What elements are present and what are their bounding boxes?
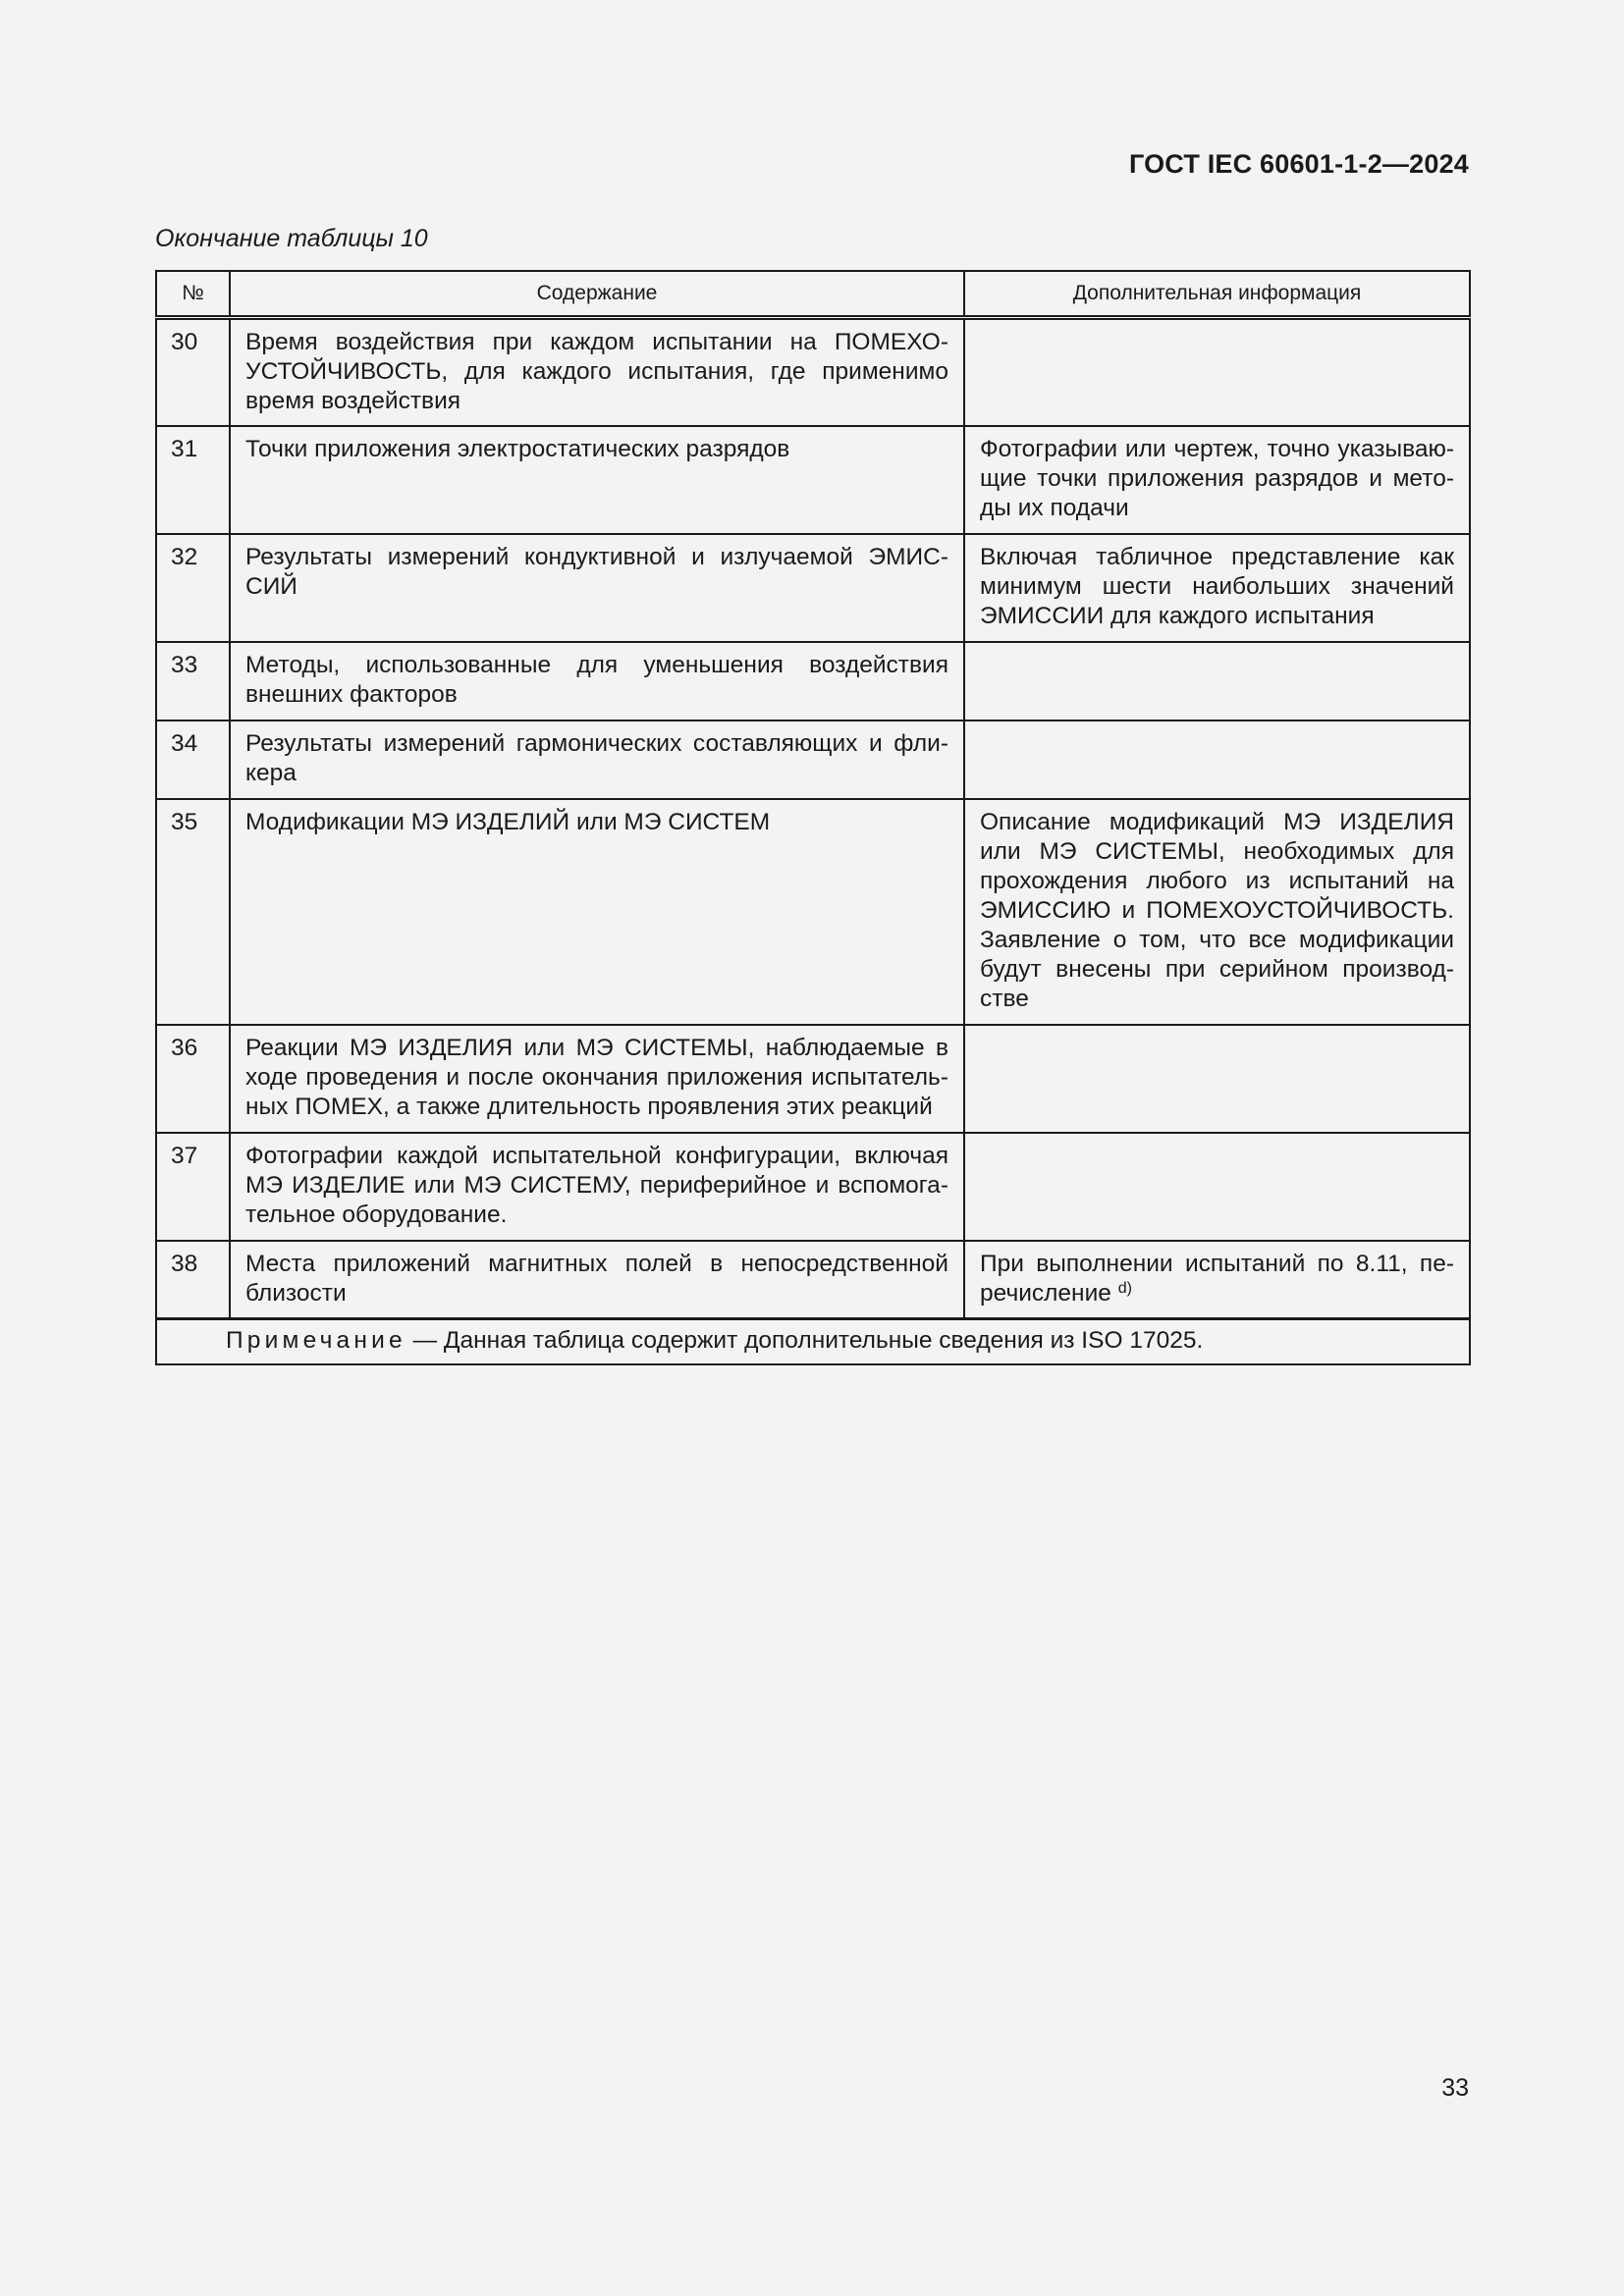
row-info [964, 642, 1470, 721]
row-number: 36 [156, 1025, 230, 1133]
column-header-info: Дополнительная информация [964, 271, 1470, 318]
row-content: Фотографии каждой испытательной конфигурации, включая МЭ ИЗДЕЛИЕ или МЭ СИСТЕМУ, периферийное и вспомогательное оборудование. [230, 1133, 964, 1241]
row-number: 34 [156, 721, 230, 799]
row-number: 38 [156, 1241, 230, 1319]
table-row [156, 799, 1470, 1025]
row-info [964, 1025, 1470, 1133]
row-info-text: При выполнении испытаний по 8.11, перечисление [980, 1250, 1454, 1307]
row-content: Время воздействия при каждом испытании на ПОМЕХОУСТОЙЧИВОСТЬ, для каждого испытания, где применимо время воздействия [230, 318, 964, 426]
table-row [156, 1241, 1470, 1319]
row-info [964, 318, 1470, 426]
row-content: Места приложений магнитных полей в непосредственной близости [230, 1241, 964, 1319]
table-note [156, 1319, 1470, 1365]
row-info: Включая табличное представление как минимум шести наибольших значений ЭМИССИИ для каждого испытания [964, 534, 1470, 642]
row-number: 37 [156, 1133, 230, 1241]
row-content: Модификации МЭ ИЗДЕЛИЙ или МЭ СИСТЕМ [230, 799, 964, 1025]
table-row [156, 534, 1470, 642]
table-note-row [156, 1319, 1470, 1365]
row-number: 32 [156, 534, 230, 642]
column-header-number: № [156, 271, 230, 318]
document-code: ГОСТ IEC 60601-1-2—2024 [1128, 149, 1469, 179]
row-info [964, 1133, 1470, 1241]
row-content: Методы, использованные для уменьшения воздействия внешних факторов [230, 642, 964, 721]
table-row [156, 642, 1470, 721]
row-info: Описание модификаций МЭ ИЗДЕЛИЯ или МЭ СИСТЕМЫ, необходимых для прохождения любого из испытаний на ЭМИССИЮ и ПОМЕХОУСТОЙЧИВОСТЬ. Заявление о том, что все модификации будут внесены при серийном производстве [964, 799, 1470, 1025]
table-row [156, 318, 1470, 426]
row-info [964, 1241, 1470, 1319]
requirements-table [155, 270, 1471, 1365]
table-row [156, 721, 1470, 799]
note-label: Примечание [226, 1327, 406, 1354]
row-content: Реакции МЭ ИЗДЕЛИЯ или МЭ СИСТЕМЫ, наблюдаемые в ходе проведения и после окончания приложения испытательных ПОМЕХ, а также длительность проявления этих реакций [230, 1025, 964, 1133]
row-info: Фотографии или чертеж, точно указывающие точки приложения разрядов и методы их подачи [964, 426, 1470, 534]
row-number: 30 [156, 318, 230, 426]
row-content: Точки приложения электростатических разрядов [230, 426, 964, 534]
row-number: 33 [156, 642, 230, 721]
row-number: 35 [156, 799, 230, 1025]
footnote-marker: d) [1117, 1279, 1132, 1297]
page-number: 33 [1441, 2074, 1469, 2102]
row-info [964, 721, 1470, 799]
row-content: Результаты измерений гармонических составляющих и фликера [230, 721, 964, 799]
table-row [156, 426, 1470, 534]
table-caption: Окончание таблицы 10 [155, 225, 428, 252]
table-row [156, 1025, 1470, 1133]
table-header-row [156, 271, 1470, 318]
table-row [156, 1133, 1470, 1241]
note-text: — Данная таблица содержит дополнительные сведения из ISO 17025. [406, 1327, 1204, 1354]
row-content: Результаты измерений кондуктивной и излучаемой ЭМИССИЙ [230, 534, 964, 642]
row-number: 31 [156, 426, 230, 534]
column-header-content: Содержание [230, 271, 964, 318]
